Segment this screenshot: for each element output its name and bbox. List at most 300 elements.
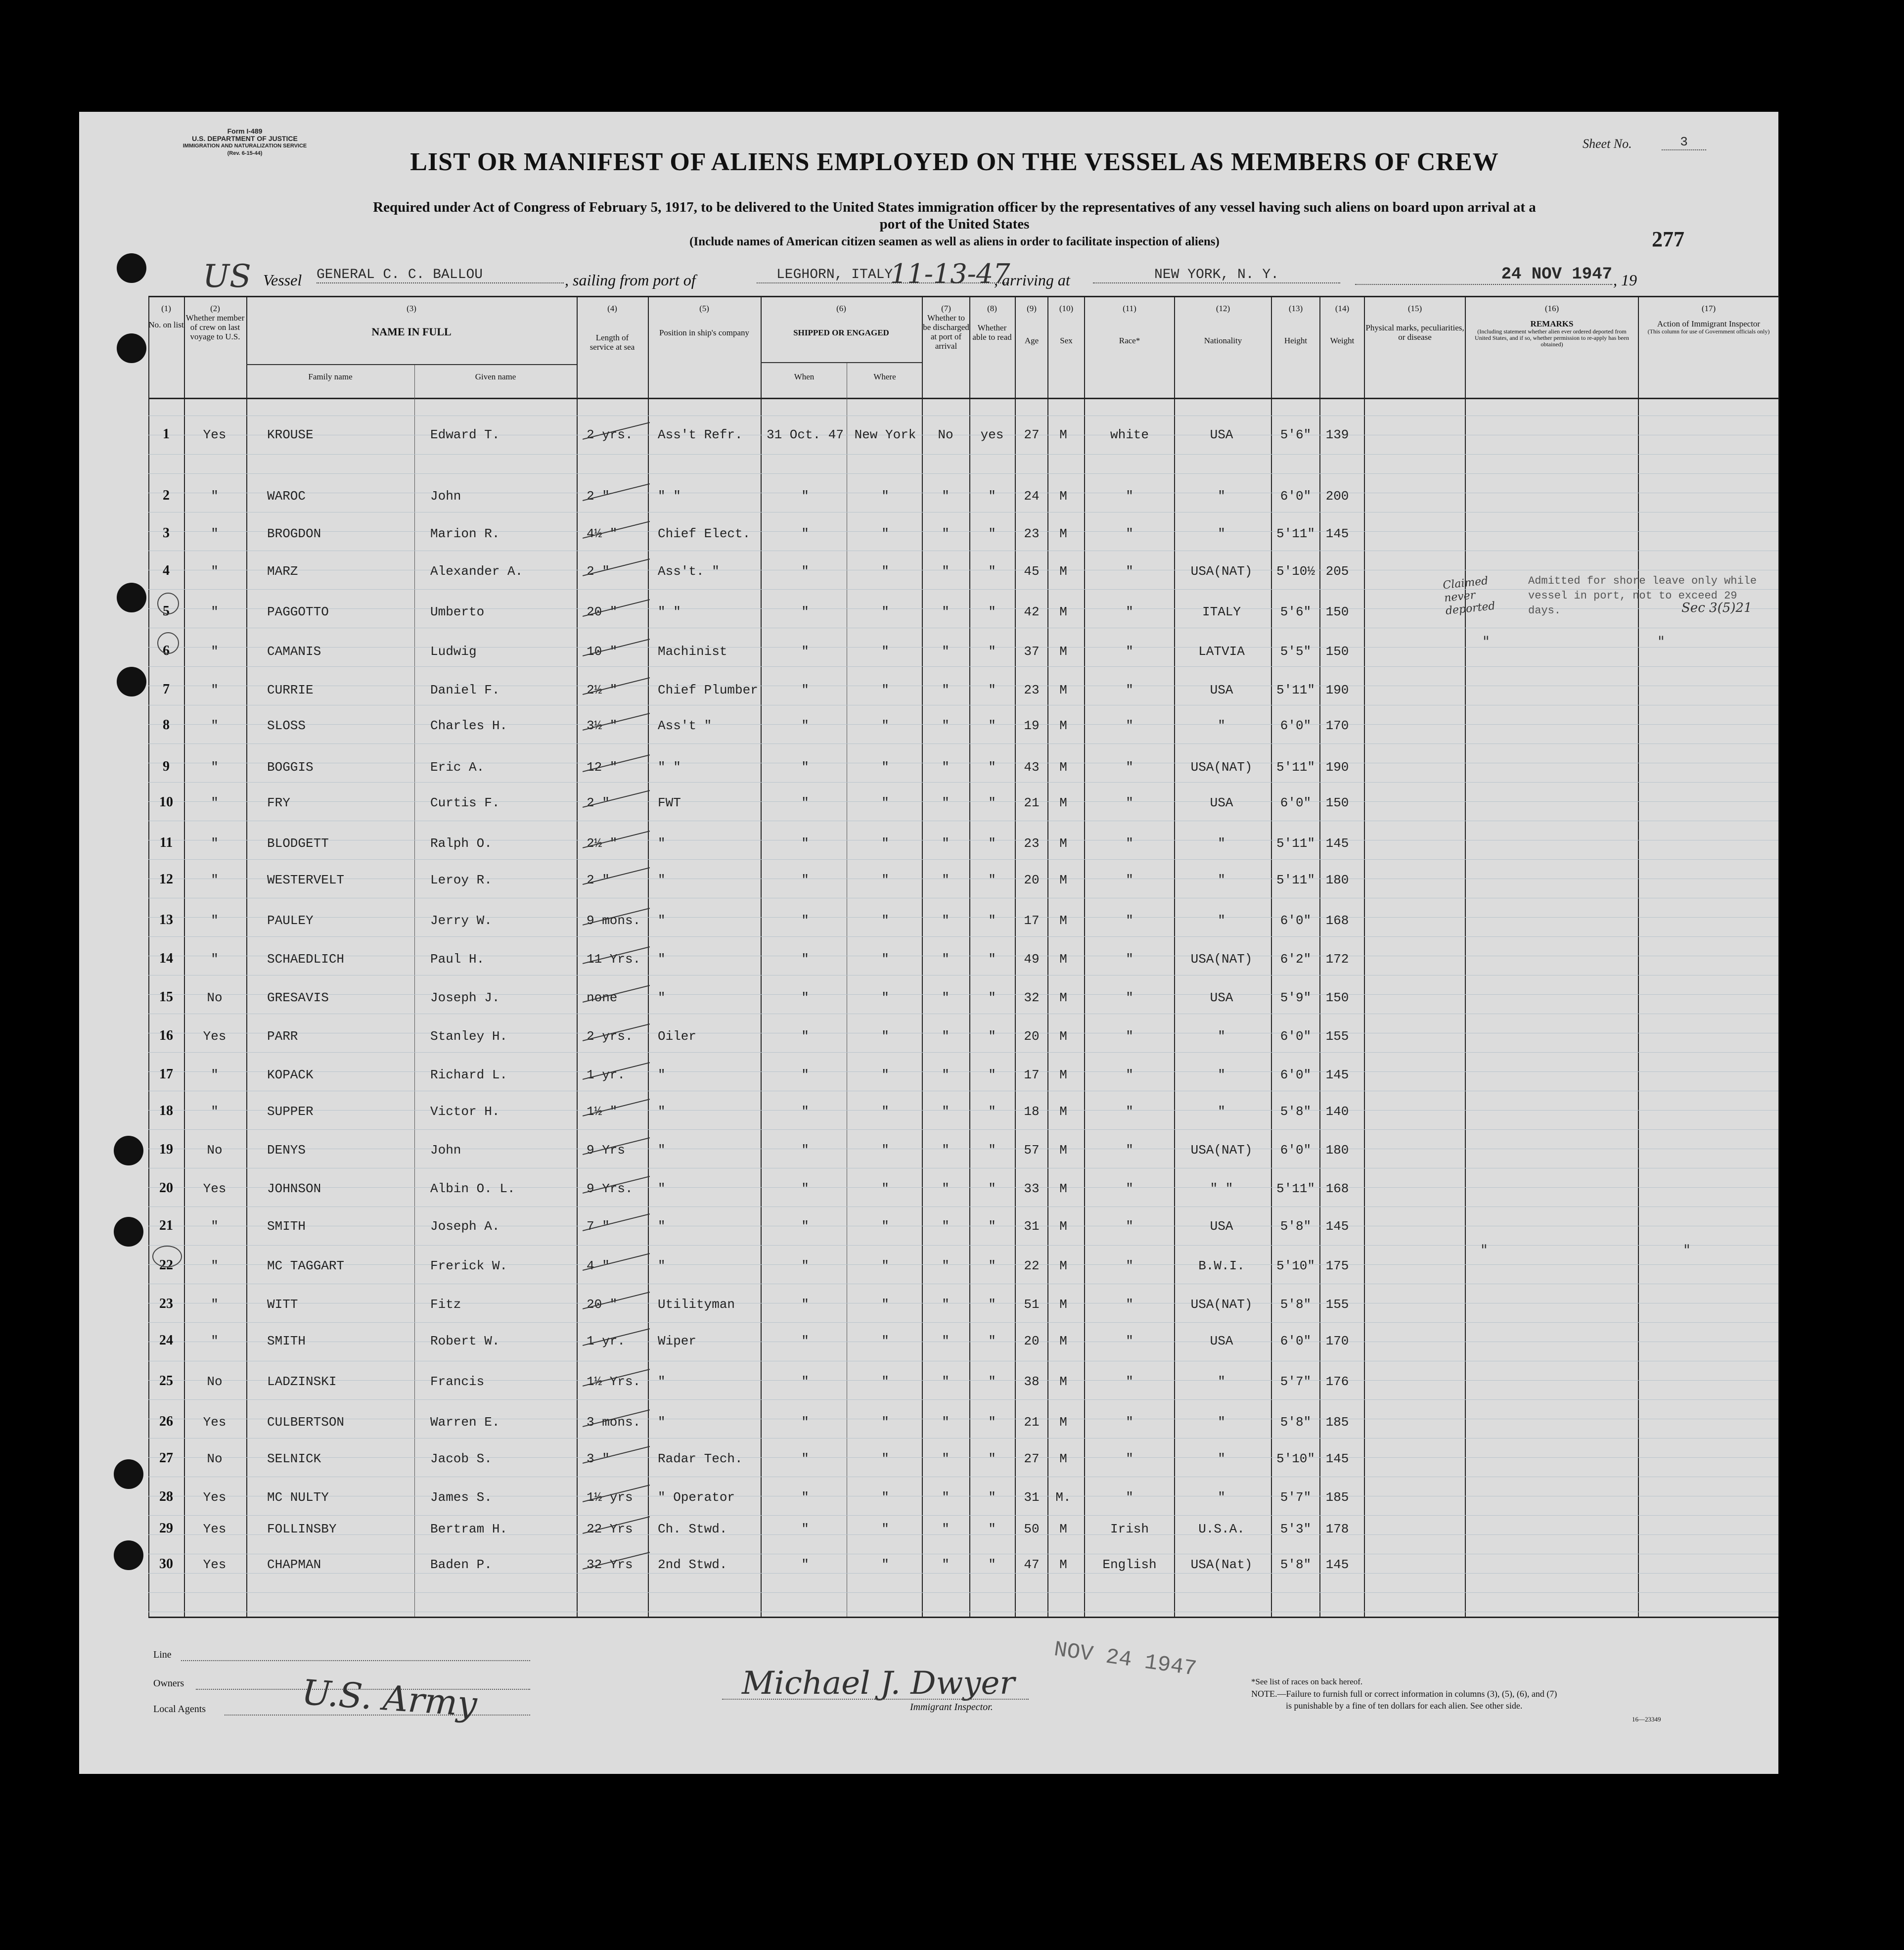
cell-given: Victor H. xyxy=(430,1104,500,1119)
cell-race: " xyxy=(1126,795,1133,810)
arriving-label: , arriving at xyxy=(994,271,1070,289)
cell-where: " xyxy=(881,1143,889,1158)
cell-given: Stanley H. xyxy=(430,1029,508,1044)
cell-sex: M xyxy=(1059,1219,1067,1234)
cell-family: PAULEY xyxy=(267,913,314,928)
cell-family: SCHAEDLICH xyxy=(267,952,345,967)
cell-age: 31 xyxy=(1024,1219,1040,1234)
ruled-line xyxy=(148,1380,1778,1381)
cell-sex: M xyxy=(1059,873,1067,887)
row-number: 3 xyxy=(163,525,170,541)
cell-weight: 168 xyxy=(1325,1181,1349,1196)
cell-service: 4 " xyxy=(587,1258,610,1273)
cell-read: " xyxy=(988,1068,996,1082)
cell-race: " xyxy=(1126,873,1133,887)
cell-service: 20 " xyxy=(587,1297,618,1312)
cell-where: " xyxy=(881,1104,889,1119)
cell-disch: " xyxy=(942,1029,950,1044)
cell-sex: M xyxy=(1059,1143,1067,1158)
cell-sex: M xyxy=(1059,1068,1067,1082)
cell-when: " xyxy=(801,1490,809,1505)
cell-given: Francis xyxy=(430,1374,485,1389)
cell-nat: USA xyxy=(1210,1334,1233,1348)
col7-number: (7) xyxy=(941,304,951,313)
cell-disch: " xyxy=(942,913,950,928)
col7-label: Whether to be discharged at port of arrival xyxy=(923,313,969,351)
cell-nat: " xyxy=(1218,1490,1225,1505)
cell-where: " xyxy=(881,760,889,775)
cell-read: " xyxy=(988,760,996,775)
cell-sex: M xyxy=(1059,1374,1067,1389)
ruled-line xyxy=(148,1534,1778,1535)
cell-read: " xyxy=(988,990,996,1005)
row-number: 2 xyxy=(163,488,170,503)
cell-given: Baden P. xyxy=(430,1557,492,1572)
cell-when: " xyxy=(801,718,809,733)
cell-weight: 150 xyxy=(1325,795,1349,810)
cell-race: " xyxy=(1126,604,1133,619)
cell-position: Ch. Stwd. xyxy=(658,1522,727,1536)
col10-header xyxy=(1048,304,1084,345)
cell-nat: USA xyxy=(1210,427,1233,442)
row-number: 16 xyxy=(159,1028,173,1043)
cell-nat: B.W.I. xyxy=(1198,1258,1245,1273)
cell-given: Eric A. xyxy=(430,760,485,775)
row-number: 4 xyxy=(163,563,170,578)
cell-disch: " xyxy=(942,1451,950,1466)
form-number: Form I-489 xyxy=(227,127,263,135)
cell-read: " xyxy=(988,604,996,619)
arrival-date: 24 NOV 1947 xyxy=(1355,265,1612,285)
cell-service: none xyxy=(587,990,618,1005)
cell-weight: 150 xyxy=(1325,990,1349,1005)
cell-last: " xyxy=(211,1334,219,1348)
cell-age: 23 xyxy=(1024,836,1040,851)
cell-family: CULBERTSON xyxy=(267,1415,345,1430)
row-number: 10 xyxy=(159,794,173,810)
column-divider xyxy=(414,365,415,1617)
row-number: 7 xyxy=(163,682,170,697)
cell-when: " xyxy=(801,604,809,619)
cell-family: FOLLINSBY xyxy=(267,1522,337,1536)
cell-sex: M xyxy=(1059,1415,1067,1430)
cell-race: " xyxy=(1126,489,1133,504)
cell-where: " xyxy=(881,795,889,810)
cell-read: " xyxy=(988,1490,996,1505)
cell-disch: " xyxy=(942,1522,950,1536)
cell-weight: 180 xyxy=(1325,873,1349,887)
col9-label: Age xyxy=(1024,336,1039,345)
cell-race: " xyxy=(1126,644,1133,659)
cell-nat: " xyxy=(1218,489,1225,504)
cell-when: " xyxy=(801,1029,809,1044)
cell-sex: M xyxy=(1059,427,1067,442)
cell-race: " xyxy=(1126,1143,1133,1158)
cell-last: Yes xyxy=(203,1029,227,1044)
row-number: 22 xyxy=(159,1257,173,1273)
cell-disch: " xyxy=(942,683,950,697)
cell-disch: " xyxy=(942,873,950,887)
cell-given: Albin O. L. xyxy=(430,1181,515,1196)
cell-age: 27 xyxy=(1024,1451,1040,1466)
cell-age: 17 xyxy=(1024,1068,1040,1082)
cell-family: DENYS xyxy=(267,1143,306,1158)
row22-action-ditto: " xyxy=(1683,1242,1690,1259)
department: U.S. DEPARTMENT OF JUSTICE xyxy=(192,135,298,142)
cell-position: " xyxy=(658,1143,666,1158)
cell-given: Jerry W. xyxy=(430,913,492,928)
cell-given: Marion R. xyxy=(430,526,500,541)
cell-race: " xyxy=(1126,718,1133,733)
table-top-border xyxy=(148,296,1778,297)
cell-disch: " xyxy=(942,1415,950,1430)
cell-nat: " " xyxy=(1210,1181,1233,1196)
cell-disch: " xyxy=(942,1557,950,1572)
cell-nat: USA xyxy=(1210,683,1233,697)
cell-last: " xyxy=(211,683,219,697)
cell-when: " xyxy=(801,760,809,775)
cell-nat: USA(NAT) xyxy=(1190,760,1253,775)
cell-when: " xyxy=(801,1451,809,1466)
ruled-line xyxy=(148,917,1778,918)
agents-handwritten: U.S. Army xyxy=(300,1671,479,1725)
cell-where: " xyxy=(881,1219,889,1234)
cell-sex: M xyxy=(1059,760,1067,775)
cell-family: SUPPER xyxy=(267,1104,314,1119)
cell-position: " xyxy=(658,990,666,1005)
cell-age: 51 xyxy=(1024,1297,1040,1312)
cell-position: " " xyxy=(658,604,681,619)
cell-read: " xyxy=(988,1143,996,1158)
ruled-line xyxy=(148,454,1778,455)
cell-sex: M xyxy=(1059,1557,1067,1572)
cell-age: 37 xyxy=(1024,644,1040,659)
cell-weight: 145 xyxy=(1325,1068,1349,1082)
cell-service: 2½ " xyxy=(587,683,618,697)
cell-weight: 145 xyxy=(1325,526,1349,541)
cell-where: " xyxy=(881,1490,889,1505)
cell-family: MARZ xyxy=(267,564,298,579)
cell-family: SMITH xyxy=(267,1219,306,1234)
cell-weight: 170 xyxy=(1325,718,1349,733)
cell-age: 21 xyxy=(1024,795,1040,810)
cell-last: Yes xyxy=(203,1557,227,1572)
family-name-header: Family name xyxy=(308,372,353,381)
col11-number: (11) xyxy=(1123,304,1136,313)
cell-height: 5'6" xyxy=(1280,427,1312,442)
cell-age: 27 xyxy=(1024,427,1040,442)
cell-given: John xyxy=(430,1143,461,1158)
cell-last: " xyxy=(211,1297,219,1312)
signature-line xyxy=(722,1699,1029,1700)
vessel-label: Vessel xyxy=(263,271,302,289)
cell-when: " xyxy=(801,489,809,504)
row-number: 17 xyxy=(159,1067,173,1082)
cell-given: Daniel F. xyxy=(430,683,500,697)
cell-weight: 168 xyxy=(1325,913,1349,928)
cell-race: " xyxy=(1126,1415,1133,1430)
col15-label: Physical marks, peculiarities, or disease xyxy=(1365,323,1464,342)
cell-family: FRY xyxy=(267,795,290,810)
row-number: 23 xyxy=(159,1296,173,1311)
cell-position: " xyxy=(658,1415,666,1430)
cell-weight: 180 xyxy=(1325,1143,1349,1158)
ruled-line xyxy=(148,1438,1778,1439)
row5-action: Sec 3(5)21 xyxy=(1681,601,1752,615)
cell-family: BLODGETT xyxy=(267,836,329,851)
cell-disch: " xyxy=(942,1490,950,1505)
cell-age: 18 xyxy=(1024,1104,1040,1119)
cell-weight: 170 xyxy=(1325,1334,1349,1348)
cell-service: 2 " xyxy=(587,489,610,504)
cell-when: " xyxy=(801,1297,809,1312)
cell-height: 6'0" xyxy=(1280,1334,1312,1348)
cell-position: " " xyxy=(658,489,681,504)
col2-number: (2) xyxy=(210,304,220,313)
row-number: 18 xyxy=(159,1103,173,1118)
cell-read: " xyxy=(988,1557,996,1572)
row-number: 9 xyxy=(163,759,170,774)
row6-remark-ditto: " xyxy=(1483,633,1490,650)
cell-where: " xyxy=(881,952,889,967)
cell-when: " xyxy=(801,1522,809,1536)
cell-weight: 150 xyxy=(1325,604,1349,619)
cell-last: Yes xyxy=(203,1490,227,1505)
cell-read: " xyxy=(988,1522,996,1536)
cell-position: Oiler xyxy=(658,1029,697,1044)
cell-service: 22 Yrs xyxy=(587,1522,633,1536)
cell-position: " xyxy=(658,1219,666,1234)
cell-last: " xyxy=(211,760,219,775)
cell-family: PARR xyxy=(267,1029,298,1044)
cell-read: " xyxy=(988,718,996,733)
cell-height: 5'11" xyxy=(1276,760,1315,775)
cell-when: " xyxy=(801,1143,809,1158)
cell-age: 23 xyxy=(1024,526,1040,541)
cell-last: " xyxy=(211,836,219,851)
cell-read: " xyxy=(988,1334,996,1348)
cell-weight: 185 xyxy=(1325,1415,1349,1430)
punch-hole xyxy=(117,333,146,363)
line-label: Line xyxy=(153,1649,172,1660)
cell-where: " xyxy=(881,683,889,697)
cell-nat: " xyxy=(1218,1068,1225,1082)
cell-where: " xyxy=(881,644,889,659)
stamp-number: 277 xyxy=(1652,227,1684,251)
ruled-line xyxy=(148,666,1778,667)
cell-age: 31 xyxy=(1024,1490,1040,1505)
cell-nat: " xyxy=(1218,873,1225,887)
cell-when: " xyxy=(801,526,809,541)
cell-given: Fitz xyxy=(430,1297,461,1312)
cell-last: Yes xyxy=(203,1181,227,1196)
cell-read: " xyxy=(988,1297,996,1312)
cell-when: " xyxy=(801,952,809,967)
cell-when: " xyxy=(801,1181,809,1196)
cell-family: BOGGIS xyxy=(267,760,314,775)
cell-height: 5'11" xyxy=(1276,1181,1315,1196)
cell-height: 5'11" xyxy=(1276,836,1315,851)
cell-weight: 200 xyxy=(1325,489,1349,504)
cell-where: " xyxy=(881,1451,889,1466)
ruled-line xyxy=(148,1071,1778,1072)
cell-nat: USA(NAT) xyxy=(1190,1297,1253,1312)
cell-service: 3½ " xyxy=(587,718,618,733)
cell-weight: 172 xyxy=(1325,952,1349,967)
given-name-header: Given name xyxy=(475,372,516,381)
cell-read: yes xyxy=(980,427,1004,442)
cell-family: KOPACK xyxy=(267,1068,314,1082)
row-number: 21 xyxy=(159,1218,173,1233)
cell-age: 57 xyxy=(1024,1143,1040,1158)
cell-given: Bertram H. xyxy=(430,1522,508,1536)
cell-given: Warren E. xyxy=(430,1415,500,1430)
cell-read: " xyxy=(988,913,996,928)
cell-when: " xyxy=(801,913,809,928)
row-number: 25 xyxy=(159,1373,173,1389)
print-code: 16—23349 xyxy=(1632,1716,1661,1723)
subtitle-line-3: (Include names of American citizen seamen as well as aliens in order to facilitate inspection of aliens) xyxy=(689,235,1220,248)
cell-family: CAMANIS xyxy=(267,644,321,659)
ruled-line xyxy=(148,1457,1778,1458)
service-name: IMMIGRATION AND NATURALIZATION SERVICE xyxy=(182,143,307,149)
row-number: 15 xyxy=(159,989,173,1005)
cell-race: English xyxy=(1102,1557,1157,1572)
cell-service: 9 Yrs xyxy=(587,1143,626,1158)
cell-age: 20 xyxy=(1024,1029,1040,1044)
cell-family: PAGGOTTO xyxy=(267,604,329,619)
cell-nat: " xyxy=(1218,1451,1225,1466)
cell-weight: 205 xyxy=(1325,564,1349,579)
cell-weight: 185 xyxy=(1325,1490,1349,1505)
cell-where: " xyxy=(881,1297,889,1312)
cell-service: 1½ " xyxy=(587,1104,618,1119)
cell-given: Frerick W. xyxy=(430,1258,508,1273)
cell-disch: " xyxy=(942,1181,950,1196)
cell-weight: 145 xyxy=(1325,1557,1349,1572)
cell-last: Yes xyxy=(203,427,227,442)
cell-height: 5'11" xyxy=(1276,526,1315,541)
col15-header xyxy=(1365,304,1465,342)
cell-read: " xyxy=(988,1415,996,1430)
cell-given: Umberto xyxy=(430,604,485,619)
cell-where: " xyxy=(881,913,889,928)
cell-weight: 190 xyxy=(1325,683,1349,697)
cell-read: " xyxy=(988,1181,996,1196)
cell-where: New York xyxy=(854,427,916,442)
col14-number: (14) xyxy=(1335,304,1350,313)
line-field xyxy=(181,1660,530,1661)
cell-where: " xyxy=(881,1415,889,1430)
cell-family: JOHNSON xyxy=(267,1181,321,1196)
cell-where: " xyxy=(881,718,889,733)
penalty-note-1: NOTE.—Failure to furnish full or correct information in columns (3), (5), (6), and (7) xyxy=(1251,1689,1557,1699)
col14-header xyxy=(1320,304,1364,345)
row-number: 30 xyxy=(159,1556,173,1572)
cell-service: 2 yrs. xyxy=(587,427,633,442)
cell-family: MC NULTY xyxy=(267,1490,329,1505)
inspector-signature: Michael J. Dwyer xyxy=(742,1665,1015,1702)
col16-header xyxy=(1466,304,1638,348)
cell-height: 6'0" xyxy=(1280,795,1312,810)
cell-last: " xyxy=(211,604,219,619)
punch-hole xyxy=(114,1217,143,1247)
cell-height: 6'0" xyxy=(1280,913,1312,928)
cell-disch: " xyxy=(942,760,950,775)
cell-nat: LATVIA xyxy=(1198,644,1245,659)
cell-disch: " xyxy=(942,526,950,541)
col17-number: (17) xyxy=(1701,304,1716,313)
col1-label: No. on list xyxy=(148,320,184,329)
cell-height: 5'10½ xyxy=(1276,564,1315,579)
cell-height: 6'0" xyxy=(1280,1029,1312,1044)
col5-header xyxy=(649,304,760,337)
cell-height: 5'8" xyxy=(1280,1219,1312,1234)
cell-race: " xyxy=(1126,1068,1133,1082)
inspector-label: Immigrant Inspector. xyxy=(910,1702,993,1713)
col3-number: (3) xyxy=(407,304,416,313)
cell-age: 45 xyxy=(1024,564,1040,579)
cell-nat: USA(NAT) xyxy=(1190,1143,1253,1158)
cell-family: CHAPMAN xyxy=(267,1557,321,1572)
cell-race: white xyxy=(1110,427,1149,442)
cell-last: " xyxy=(211,1068,219,1082)
cell-race: " xyxy=(1126,1258,1133,1273)
subtitle-line-2: port of the United States xyxy=(879,216,1030,232)
col8-number: (8) xyxy=(987,304,997,313)
shipped-subheader-line xyxy=(761,362,922,363)
table-bottom-border xyxy=(148,1617,1778,1618)
cell-race: " xyxy=(1126,990,1133,1005)
cell-service: 1½ Yrs. xyxy=(587,1374,641,1389)
cell-service: 2 " xyxy=(587,873,610,887)
cell-given: Joseph A. xyxy=(430,1219,500,1234)
cell-sex: M xyxy=(1059,489,1067,504)
cell-given: James S. xyxy=(430,1490,492,1505)
cell-disch: " xyxy=(942,990,950,1005)
cell-sex: M xyxy=(1059,836,1067,851)
col11-header xyxy=(1085,304,1174,345)
cell-race: " xyxy=(1126,1451,1133,1466)
cell-position: " xyxy=(658,1181,666,1196)
cell-race: " xyxy=(1126,1490,1133,1505)
cell-height: 5'10" xyxy=(1276,1258,1315,1273)
col4-header xyxy=(578,304,647,352)
vessel-name: GENERAL C. C. BALLOU xyxy=(317,267,564,283)
ruled-line xyxy=(148,647,1778,648)
cell-position: FWT xyxy=(658,795,681,810)
cell-disch: " xyxy=(942,1297,950,1312)
cell-sex: M xyxy=(1059,1451,1067,1466)
cell-last: No xyxy=(207,1374,223,1389)
cell-family: CURRIE xyxy=(267,683,314,697)
col7-header xyxy=(923,304,969,351)
sailing-port: LEGHORN, ITALY xyxy=(757,267,1009,283)
cell-weight: 178 xyxy=(1325,1522,1349,1536)
cell-last: " xyxy=(211,1258,219,1273)
cell-nat: " xyxy=(1218,718,1225,733)
cell-weight: 145 xyxy=(1325,1219,1349,1234)
cell-height: 5'7" xyxy=(1280,1490,1312,1505)
cell-when: 31 Oct. 47 xyxy=(766,427,844,442)
row-number: 12 xyxy=(159,872,173,887)
col6-label: SHIPPED OR ENGAGED xyxy=(793,328,889,337)
cell-given: Paul H. xyxy=(430,952,485,967)
cell-given: Jacob S. xyxy=(430,1451,492,1466)
cell-race: " xyxy=(1126,526,1133,541)
col14-label: Weight xyxy=(1330,336,1355,345)
ruled-line xyxy=(148,1322,1778,1323)
